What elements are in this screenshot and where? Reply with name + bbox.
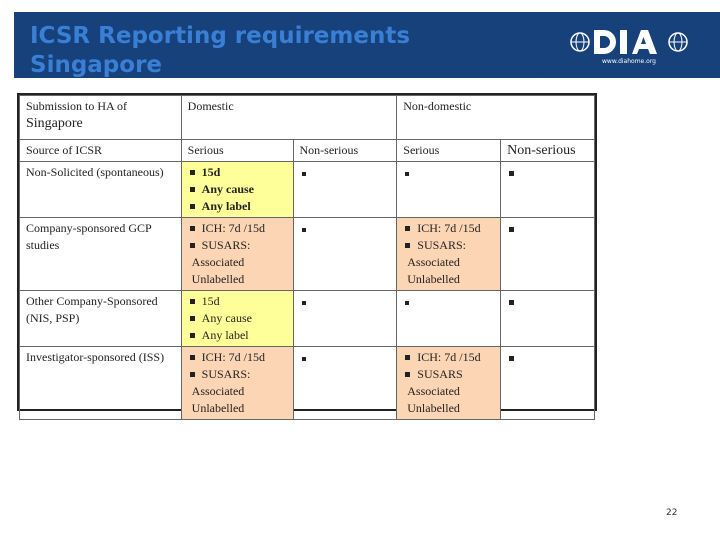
nd-serious-cell: [397, 218, 501, 291]
list-item: Any label: [188, 327, 287, 344]
header-submission-cell: [20, 96, 182, 140]
table-header-row-1: [20, 96, 595, 140]
list-item: Any label: [188, 198, 287, 215]
submission-label: Submission to HA of: [26, 99, 128, 113]
bullet-icon: [302, 357, 306, 361]
list-item: ICH: 7d /15d: [403, 220, 494, 237]
header-source: Source of ICSR: [20, 140, 182, 162]
row-source: Other Company-Sponsored (NIS, PSP): [20, 291, 182, 347]
sub-item: Associated: [407, 384, 460, 398]
title-line-1: ICSR Reporting requirements: [30, 23, 411, 49]
bullet-icon: [509, 227, 514, 232]
sub-item: Unlabelled: [407, 272, 460, 286]
nd-non-serious-cell: [501, 218, 595, 291]
bullet-icon: [509, 300, 514, 305]
sub-item: Unlabelled: [407, 401, 460, 415]
bullet-icon: [302, 228, 306, 232]
dom-serious-cell: [181, 291, 293, 347]
list-item: Any cause: [188, 310, 287, 327]
table-header-row-2: [20, 140, 595, 162]
title-line-2: Singapore: [30, 52, 163, 78]
reporting-table: [17, 93, 597, 415]
sub-item: Unlabelled: [191, 272, 245, 286]
table-row: [20, 162, 595, 218]
bullet-icon: [509, 356, 514, 361]
dom-non-serious-cell: [293, 218, 397, 291]
table-row: [20, 347, 595, 420]
nd-serious-cell: [397, 291, 501, 347]
dom-non-serious-cell: [293, 162, 397, 218]
bullet-icon: [509, 171, 514, 176]
nd-serious-cell: [397, 162, 501, 218]
list-item: ICH: 7d /15d: [188, 220, 287, 237]
nd-non-serious-cell: [501, 347, 595, 420]
page-number: 22: [666, 508, 678, 518]
slide-title: [30, 22, 410, 80]
row-source: Investigator-sponsored (ISS): [20, 347, 182, 420]
header-non-domestic: Non-domestic: [397, 96, 595, 140]
list-item: SUSARS:: [188, 237, 287, 254]
list-item: Any cause: [188, 181, 287, 198]
sub-item: Associated: [191, 255, 245, 269]
dom-serious-cell: [181, 218, 293, 291]
bullet-icon: [302, 172, 306, 176]
row-source: Non-Solicited (spontaneous): [20, 162, 182, 218]
sub-item: Associated: [407, 255, 460, 269]
list-item: SUSARS: [403, 366, 494, 383]
header-nd-non-serious: Non-serious: [501, 140, 595, 162]
list-item: ICH: 7d /15d: [403, 349, 494, 366]
country-label: Singapore: [26, 116, 83, 131]
nd-non-serious-cell: [501, 291, 595, 347]
header-dom-non-serious: Non-serious: [293, 140, 397, 162]
table-row: [20, 218, 595, 291]
dom-non-serious-cell: [293, 291, 397, 347]
dom-serious-cell: [181, 347, 293, 420]
nd-serious-cell: [397, 347, 501, 420]
dom-serious-cell: [181, 162, 293, 218]
list-item: ICH: 7d /15d: [188, 349, 287, 366]
list-item: 15d: [188, 293, 287, 310]
bullet-icon: [405, 301, 409, 305]
bullet-icon: [405, 172, 409, 176]
table-row: [20, 291, 595, 347]
list-item: SUSARS:: [403, 237, 494, 254]
sub-item: Unlabelled: [191, 401, 245, 415]
dom-non-serious-cell: [293, 347, 397, 420]
sub-item: Associated: [191, 384, 245, 398]
row-source: Company-sponsored GCP studies: [20, 218, 182, 291]
header-nd-serious: Serious: [397, 140, 501, 162]
slide-header: [0, 0, 720, 80]
header-dom-serious: Serious: [181, 140, 293, 162]
list-item: SUSARS:: [188, 366, 287, 383]
logo-url: www.diahome.org: [602, 58, 656, 65]
header-domestic: Domestic: [181, 96, 397, 140]
nd-non-serious-cell: [501, 162, 595, 218]
bullet-icon: [302, 301, 306, 305]
list-item: 15d: [188, 164, 287, 181]
